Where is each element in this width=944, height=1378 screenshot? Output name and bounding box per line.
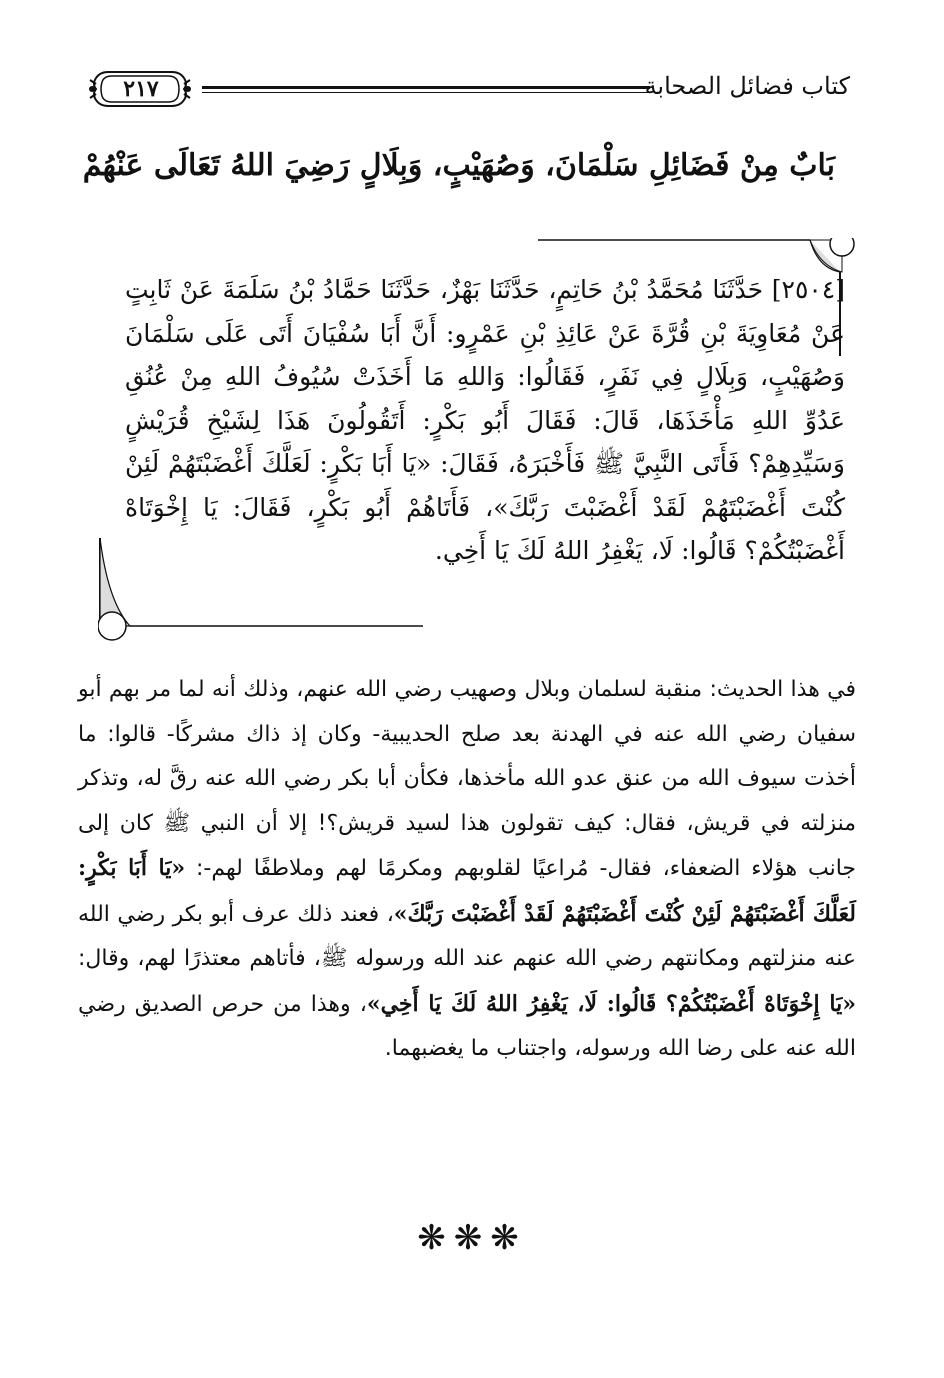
header-rule bbox=[202, 86, 650, 89]
commentary-part-2: ، فعند ذلك عرف أبو بكر رضي الله عنه منزلتهم ومكانتهم رضي الله عنهم عند الله ورسوله ﷺ، فأتاهم معتذرًا لهم، وقال: bbox=[78, 901, 856, 971]
hadith-text bbox=[125, 268, 845, 573]
book-title: كتاب فضائل الصحابة bbox=[644, 72, 850, 100]
header-rule-thin bbox=[202, 92, 650, 93]
abu-bakr-quote: «يَا إِخْوَتَاهْ أَغْضَبْتُكُمْ؟ قَالُوا: لَا، يَغْفِرُ اللهُ لَكَ يَا أَخِي» bbox=[366, 990, 856, 1017]
commentary-text bbox=[78, 668, 856, 1072]
page-header bbox=[80, 58, 850, 118]
chapter-title: بَابٌ مِنْ فَضَائِلِ سَلْمَانَ، وَصُهَيْبٍ، وَبِلَالٍ رَضِيَ اللهُ تَعَالَى عَنْهُمْ bbox=[82, 148, 835, 183]
prophet-quote: «يَا أَبَا بَكْرٍ: لَعَلَّكَ أَغْضَبْتَهُمْ لَئِنْ كُنْتَ أَغْضَبْتَهُمْ لَقَدْ أَغْضَبْتَ رَبَّكَ» bbox=[78, 855, 856, 927]
commentary-part-1: في هذا الحديث: منقبة لسلمان وبلال وصهيب رضي الله عنهم، وذلك أنه لما مر بهم أبو سفيان رضي الله عنه في الهدنة بعد صلح الحديبية- وكان إذ ذاك مشركًا- قالوا: ما أخذت سيوف الله من عنق عدو الله مأخذها، فكأن أبا بكر رضي الله عنه رقَّ له، وتذكر منزلته في قريش، فقال: كيف تقولون هذا لسيد قريش؟! إلا أن النبي ﷺ كان إلى جانب هؤلاء الضعفاء، فقال- مُراعيًا لقلوبهم ومكرمًا لهم وملاطفًا لهم-: bbox=[78, 677, 856, 881]
section-end-ornament-icon: ❋❋❋ bbox=[417, 1218, 527, 1258]
page-number: ٢١٧ bbox=[123, 76, 159, 102]
hadith-paragraph: [٢٥٠٤] حَدَّثَنَا مُحَمَّدُ بْنُ حَاتِمٍ، حَدَّثَنَا بَهْزٌ، حَدَّثَنَا حَمَّادُ بْنُ سَلَمَةَ عَنْ ثَابِتٍ عَنْ مُعَاوِيَةَ بْنِ قُرَّةَ عَنْ عَائِذِ بْنِ عَمْرٍو: أَنَّ أَبَا سُفْيَانَ أَتَى عَلَى سَلْمَانَ وَصُهَيْبٍ، وَبِلَالٍ فِي نَفَرٍ، فَقَالُوا: وَاللهِ مَا أَخَذَتْ سُيُوفُ اللهِ مِنْ عُنُقِ عَدُوِّ اللهِ مَأْخَذَهَا، قَالَ: فَقَالَ أَبُو بَكْرٍ: أَتَقُولُونَ هَذَا لِشَيْخِ قُرَيْشٍ وَسَيِّدِهِمْ؟ فَأَتَى النَّبِيَّ ﷺ فَأَخْبَرَهُ، فَقَالَ: «يَا أَبَا بَكْرٍ: لَعَلَّكَ أَغْضَبْتَهُمْ لَئِنْ كُنْتَ أَغْضَبْتَهُمْ لَقَدْ أَغْضَبْتَ رَبَّكَ»، فَأَتَاهُمْ أَبُو بَكْرٍ، فَقَالَ: يَا إِخْوَتَاهْ أَغْضَبْتُكُمْ؟ قَالُوا: لَا، يَغْفِرُ اللهُ لَكَ يَا أَخِي. bbox=[125, 275, 845, 565]
page-number-frame bbox=[88, 68, 192, 110]
commentary-part-3: ، وهذا من حرص الصديق رضي الله عنه على رضا الله ورسوله، واجتناب ما يغضبهما. bbox=[78, 991, 856, 1061]
commentary-paragraph bbox=[78, 668, 856, 1072]
